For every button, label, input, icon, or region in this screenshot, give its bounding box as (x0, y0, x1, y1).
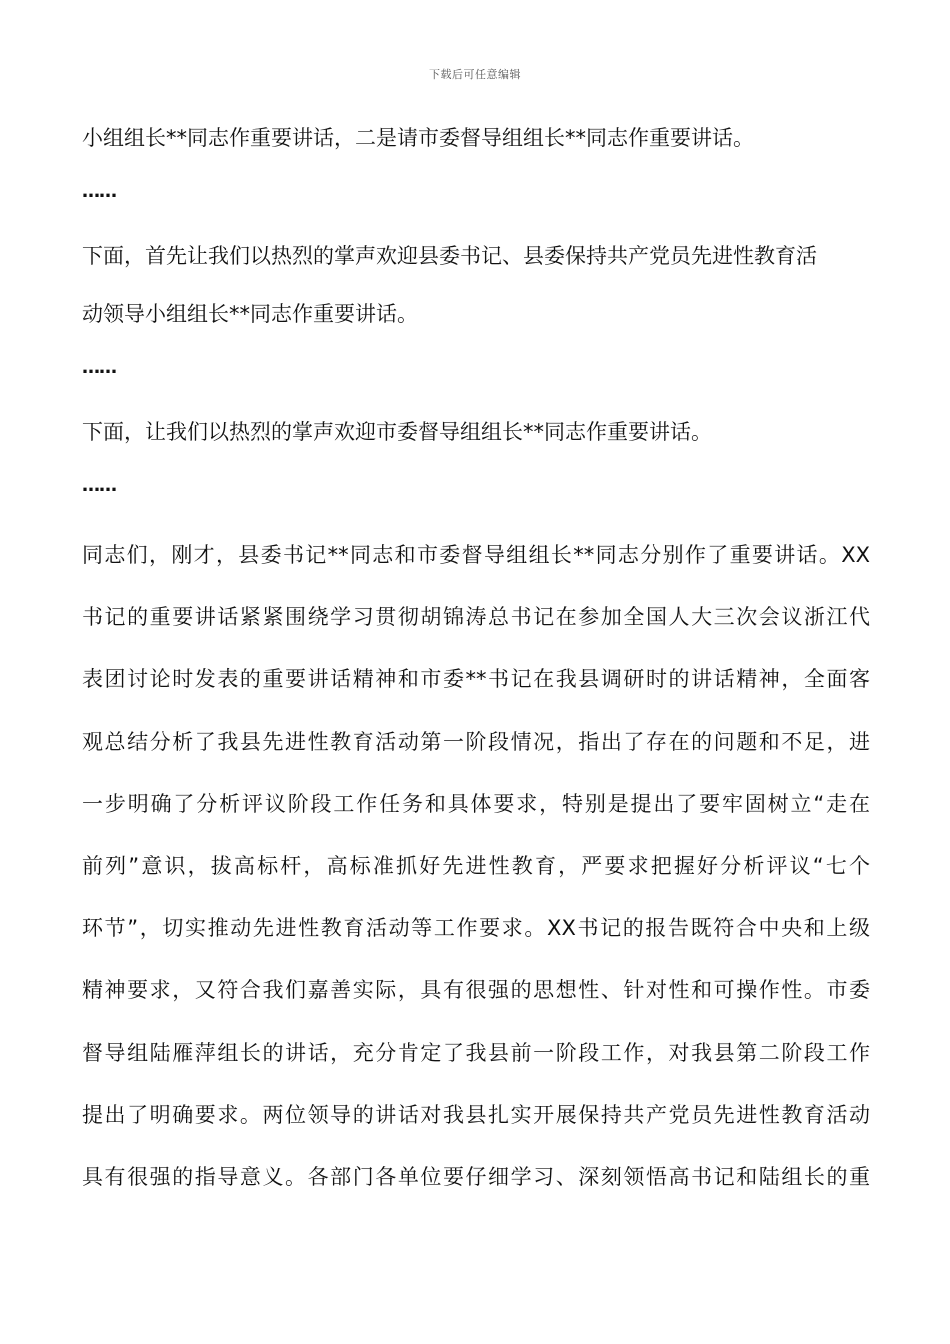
paragraph-line: 督导组陆雁萍组长的讲话，充分肯定了我县前一阶段工作，对我县第二阶段工作 (82, 1040, 870, 1065)
main-paragraph (82, 524, 870, 1208)
paragraph-line: 同志们，刚才，县委书记**同志和市委督导组组长**同志分别作了重要讲话。XX (82, 543, 870, 567)
paragraph-line: 表团讨论时发表的重要讲话精神和市委**书记在我县调研时的讲话精神，全面客 (82, 667, 870, 692)
ellipsis-marker: …… (82, 357, 116, 378)
paragraph-line: 提出了明确要求。两位领导的讲话对我县扎实开展保持共产党员先进性教育活动 (82, 1102, 870, 1127)
ellipsis-marker: …… (82, 475, 116, 496)
page-header-note: 下载后可任意编辑 (429, 68, 521, 81)
text-line: 小组组长**同志作重要讲话，二是请市委督导组组长**同志作重要讲话。 (82, 126, 754, 150)
paragraph-line: 观总结分析了我县先进性教育活动第一阶段情况，指出了存在的问题和不足，进 (82, 729, 870, 754)
text-line: 下面，让我们以热烈的掌声欢迎市委督导组组长**同志作重要讲话。 (82, 420, 712, 444)
paragraph-line: 具有很强的指导意义。各部门各单位要仔细学习、深刻领悟高书记和陆组长的重 (82, 1164, 870, 1189)
ellipsis-marker: …… (82, 181, 116, 202)
document-body (82, 112, 870, 1208)
paragraph-line: 前列”意识，拔高标杆，高标准抓好先进性教育，严要求把握好分析评议“七个 (82, 853, 870, 878)
paragraph-line: 一步明确了分析评议阶段工作任务和具体要求，特别是提出了要牢固树立“走在 (82, 791, 870, 816)
paragraph-line: 精神要求，又符合我们嘉善实际，具有很强的思想性、针对性和可操作性。市委 (82, 978, 870, 1003)
text-line: 下面，首先让我们以热烈的掌声欢迎县委书记、县委保持共产党员先进性教育活 (82, 244, 817, 268)
text-line: 动领导小组组长**同志作重要讲话。 (82, 302, 418, 326)
paragraph-line: 书记的重要讲话紧紧围绕学习贯彻胡锦涛总书记在参加全国人大三次会议浙江代 (82, 605, 870, 630)
paragraph-line: 环节”，切实推动先进性教育活动等工作要求。XX书记的报告既符合中央和上级 (82, 916, 870, 941)
